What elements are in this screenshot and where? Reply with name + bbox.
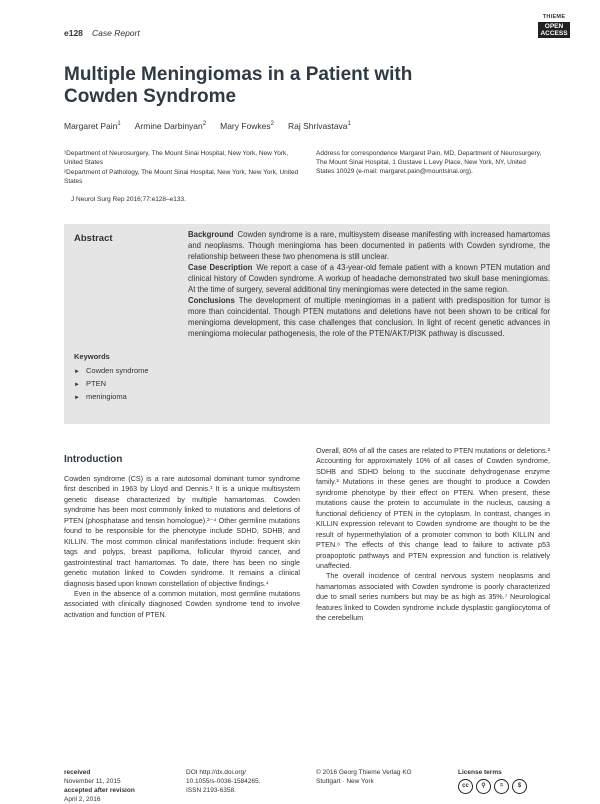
author: Armine Darbinyan$^2$ (134, 121, 207, 131)
cc-icon: cc (458, 779, 473, 794)
body-column-right (316, 446, 550, 624)
license-icons[interactable] (458, 779, 527, 794)
badge-open (538, 22, 570, 38)
affiliation-1: ¹Department of Neurosurgery, The Mount Sinai Hospital, New York, New York, United States (64, 150, 289, 166)
received-date: November 11, 2015 (64, 778, 121, 785)
abstract-heading: Abstract (74, 233, 113, 244)
license-block (458, 768, 527, 794)
keyword-item: ► PTEN (74, 379, 107, 388)
journal-citation: J Neurol Surg Rep 2016;77:e128–e133. (71, 196, 186, 203)
copyright: © 2016 Georg Thieme Verlag KG (316, 769, 412, 776)
license-label: License terms (458, 769, 502, 776)
accepted-label: accepted after revision (64, 787, 135, 794)
doi-block (186, 768, 260, 795)
paragraph: Cowden syndrome (CS) is a rare autosomal dominant tumor syndrome first described in 1963 by Lloyd and Dennis.¹ It is a unique multisystem genetic disease characterized by multiple hamartomas. Cowden syndrome has been most commonly linked to mutations and deletions of PTEN (phosphatase and tensin homologue).²⁻⁴ Other germline mutations found to be responsible for the phenotype include SDHD, SDHB, and KILLIN. The most common clinical manifestations include: frequent skin tags and polyps, breast papilloma, follicular thyroid cancer, and gastrointestinal tract hamartomas. To date, there has been no single genetic mutation linked to Cowden syndrome. It remains a clinical diagnosis based upon known constellation of objective findings.⁴ (64, 474, 300, 588)
keyword-item: ► meningioma (74, 392, 127, 401)
author: Mary Fowkes$^2$ (220, 121, 274, 131)
badge-line1: THIEME (542, 14, 566, 20)
keywords-heading: Keywords (74, 352, 110, 361)
section-label: Case Report (92, 28, 140, 38)
thieme-open-access-logo (538, 14, 570, 38)
accepted-date: April 2, 2016 (64, 796, 101, 803)
page-number: e128 (64, 28, 83, 38)
badge-line3: ACCESS (540, 30, 568, 37)
affiliation-2: ²Department of Pathology, The Mount Sinai Hospital, New York, New York, United States (64, 169, 299, 185)
keyword-item: ► Cowden syndrome (74, 366, 149, 375)
doi-value[interactable]: 10.1055/s-0036-1584265. (186, 778, 261, 785)
badge-line2: OPEN (544, 23, 564, 30)
correspondence-address: Address for correspondence Margaret Pain, MD, Department of Neurosurgery, The Mount Sinai Hospital, 1 Gustave L Levy Place, New York, NY, United States 10029 (e-mail: margaret.pain@mountsinai.org). (316, 150, 542, 175)
doi-link[interactable]: DOI http://dx.doi.org/ (186, 769, 246, 776)
abstract-case: Case Description We report a case of a 43-year-old female patient with a known PTEN mutation and clinical history of Cowden syndrome. A workup of headache demonstrated two skull base meningiomas. At the time of surgery, several additional tiny meningiomas were detected in the same region. (188, 263, 550, 294)
article-title: Multiple Meningiomas in a Patient with Cowden Syndrome (64, 64, 413, 107)
received-dates (64, 768, 135, 804)
received-label: received (64, 769, 91, 776)
author: Margaret Pain$^1$ (64, 121, 121, 131)
publisher-place: Stuttgart · New York (316, 778, 374, 785)
abstract-background: Background Cowden syndrome is a rare, multisystem disease manifesting with increased hamartomas and neoplasms. Though meningioma has been documented in patients with Cowden syndrome, the relationship between these two phenomena is still unclear. (188, 230, 550, 261)
paragraph: The overall incidence of central nervous system neoplasms and hamartomas associated with Cowden syndrome is poorly characterized due to small series numbers but may be as high as 35%.⁷ Neurological features linked to Cowden syndrome include dysplastic gangliocytoma of the cerebellum (316, 571, 550, 623)
introduction-heading: Introduction (64, 454, 123, 465)
body-column-left (64, 474, 300, 620)
issn: ISSN 2193-6358. (186, 787, 236, 794)
nc-icon: $ (512, 779, 527, 794)
paragraph: Even in the absence of a common mutation, most germline mutations associated with clinically diagnosed Cowden syndrome tend to involve activation and function of PTEN. (64, 588, 300, 619)
author: Raj Shrivastava$^1$ (288, 121, 351, 131)
author-list (64, 121, 351, 131)
by-icon: ⚲ (476, 779, 491, 794)
copyright-block (316, 768, 412, 786)
abstract-text (188, 229, 550, 339)
abstract-conclusions: Conclusions The development of multiple meningiomas in a patient with predisposition for tumor is more than coincidental. Though PTEN mutations and deletions have not been shown to be critical for meningioma development, this case challenges that conclusion. In light of recent genetic advances in meningioma molecular pathogenesis, the role of the PTEN/AKT/PI3K pathway is discussed. (188, 296, 550, 338)
paragraph: Overall, 80% of all the cases are related to PTEN mutations or deletions.² Accounting for approximately 10% of all cases of Cowden syndrome, SDHB and SDHD belong to the succinate dehydrogenase enzyme family.³ Mutations in these genes are thought to produce a Cowden syndrome phenotype by their effect on PTEN. When present, these mutations cause the protein to accumulate in the nucleus, causing a functional deficiency of PTEN in the cytoplasm. In contrast, changes in KILLIN expression relevant to Cowden syndrome are thought to be the result of hypermethylation of a promoter common to both KILLIN and PTEN.⁶ The effects of this change lead to failure to activate p53 proapoptotic pathways and PTEN expression and function is relatively unaffected. (316, 446, 550, 570)
nd-icon: = (494, 779, 509, 794)
